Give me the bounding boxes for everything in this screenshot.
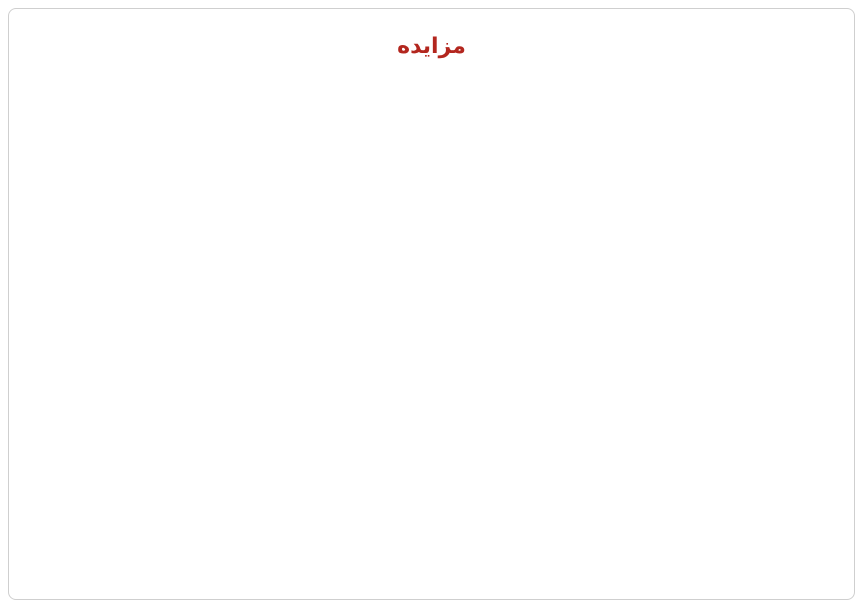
notice-title: مزایده	[397, 34, 466, 59]
notice-body	[22, 70, 841, 570]
